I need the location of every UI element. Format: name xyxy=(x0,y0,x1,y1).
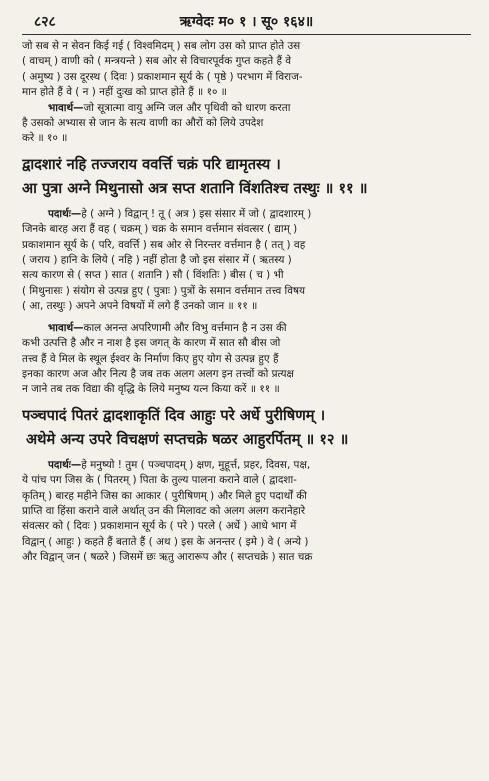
text-line: संवत्सर को ( दिवः ) प्रकाशमान सूर्य के ( परे ) परले ( अर्धे ) आधे भाग में xyxy=(22,520,297,533)
text-line: मान होते हैं वे ( न ) नहीं दुःख को प्राप्त होते हैं ॥ १० ॥ xyxy=(22,86,227,99)
padartha-label: पदार्थः— xyxy=(48,207,82,220)
text-line: जिनके बारह अरा हैं वह ( चक्रम् ) चक्र के समान वर्त्तमान संवत्सर ( द्याम् ) xyxy=(22,223,298,236)
mantra-11 xyxy=(22,153,471,201)
mantra-line: पञ्चपादं पितरं द्वादशाकृतिं दिव आहुः परे अर्धे पुरीषिणम् । xyxy=(22,406,326,424)
text-line: भावार्थ—काल अनन्त अपरिणामी और विभु वर्त्तमान है न उस की xyxy=(48,321,287,334)
mantra-line: द्वादशारं नहि तज्जराय ववर्त्ति चक्रं परि द्यामृतस्य । xyxy=(22,155,281,173)
text-line: और विद्वान् जन ( षळरे ) जिसमें छः ऋतु आरारूप और ( सप्तचक्रे ) सात चक्र xyxy=(22,551,313,564)
text-line: करे ॥ १० ॥ xyxy=(22,132,68,145)
bhavartha-label: भावार्थ— xyxy=(48,321,84,334)
text-line: ( अमुष्य ) उस दूरस्थ ( दिवः ) प्रकाशमान सूर्य के ( पृष्ठे ) परभाग में विराज- xyxy=(22,70,303,83)
padartha-label: पदार्थः— xyxy=(48,458,82,471)
text-line: प्राप्ति वा हिंसा कराने वाले अर्थात् उन की मिलावट को अलग अलग करानेहारे xyxy=(22,504,306,517)
mantra-12 xyxy=(22,404,471,452)
text-line: सत्य कारण से ( सप्त ) सात ( शतानि ) सौ ( विंशतिः ) बीस ( च ) भी xyxy=(22,269,284,282)
text-line: तत्त्व हैं वे मिल के स्थूल ईश्वर के निर्माण किए हुए योग से उत्पन्न हुए हैं xyxy=(22,352,279,365)
text-line: कभी उत्पत्ति है और न नाश है इस जगत् के कारण में सात सौ बीस जो xyxy=(22,337,281,350)
text-line: ये पांच पग जिस के ( पितरम् ) पिता के तुल्य पालना कराने वाले ( द्वादशा- xyxy=(22,474,297,487)
text-line: है उसको अभ्यास से जान के सत्य वाणी का औरों को लिये उपदेश xyxy=(22,117,264,130)
header-rule xyxy=(22,34,471,35)
bhavartha-label: भावार्थ— xyxy=(48,101,84,114)
page-number: ८२८ xyxy=(34,14,56,30)
running-title: ऋग्वेदः म० १ । सू० १६४॥ xyxy=(179,14,314,30)
text-line: भावार्थ—जो सूत्रात्मा वायु अग्नि जल और पृथिवी को धारण करता xyxy=(48,101,291,114)
text-line: ( जराय ) हानि के लिये ( नहि ) नहीं होता है जो इस संसार में ( ऋतस्य ) xyxy=(22,254,292,267)
text-line: ( मिथुनासः ) संयोग से उत्पन्न हुए ( पुत्राः ) पुत्रों के समान वर्त्तमान तत्त्व विषय xyxy=(22,284,306,297)
mantra-line: अथेमे अन्य उपरे विचक्षणं सप्तचक्रे षळर आहुरर्पितम् ॥ १२ ॥ xyxy=(26,430,349,448)
bhavartha-11 xyxy=(22,321,471,398)
bhavartha-10 xyxy=(22,101,471,147)
text-line: इनका कारण अज और नित्य है जब तक अलग अलग इन तत्त्वों को प्रत्यक्ष xyxy=(22,367,295,380)
text-line: न जाने तब तक विद्या की वृद्धि के लिये मनुष्य यत्न किया करें ॥ ११ ॥ xyxy=(22,383,280,396)
page-header xyxy=(22,10,471,32)
mantra-line: आ पुत्रा अग्ने मिथुनासो अत्र सप्त शतानि विंशतिश्च तस्थुः ॥ ११ ॥ xyxy=(22,179,368,197)
commentary-block-10 xyxy=(22,39,471,101)
padartha-12 xyxy=(22,458,471,566)
text-line: कृतिम् ) बारह महीने जिस का आकार ( पुरीषिणम् ) और मिले हुए पदार्थों की xyxy=(22,489,307,502)
text-line: जो सब से न सेवन किई गई ( विश्वमिदम् ) सब लोग उस को प्राप्त होते उस xyxy=(22,40,301,52)
text-line: पदार्थः—हे मनुष्यो ! तुम ( पञ्चपादम् ) क्षण, मुहूर्त्त, प्रहर, दिवस, पक्ष, xyxy=(48,458,311,471)
text-line: ( वाचम् ) वाणी को ( मन्त्रयन्ते ) सब ओर से विचारपूर्वक गुप्त कहते हैं वे xyxy=(22,55,292,68)
text-line: पदार्थः—हे ( अग्ने ) विद्वान् ! तू ( अत्र ) इस संसार में जो ( द्वादशारम् ) xyxy=(48,207,312,220)
padartha-11 xyxy=(22,207,471,315)
text-line: विद्वान् ( आहुः ) कहते हैं बताते हैं ( अथ ) इस के अनन्तर ( इमे ) वे ( अन्ये ) xyxy=(22,535,309,548)
text-line: प्रकाशमान सूर्य के ( परि, ववर्त्ति ) सब ओर से निरन्तर वर्त्तमान है ( तत् ) वह xyxy=(22,238,306,251)
text-line: ( आ, तस्थुः ) अपने अपने विषयों में लगे हैं उनको जान ॥ ११ ॥ xyxy=(22,300,258,313)
